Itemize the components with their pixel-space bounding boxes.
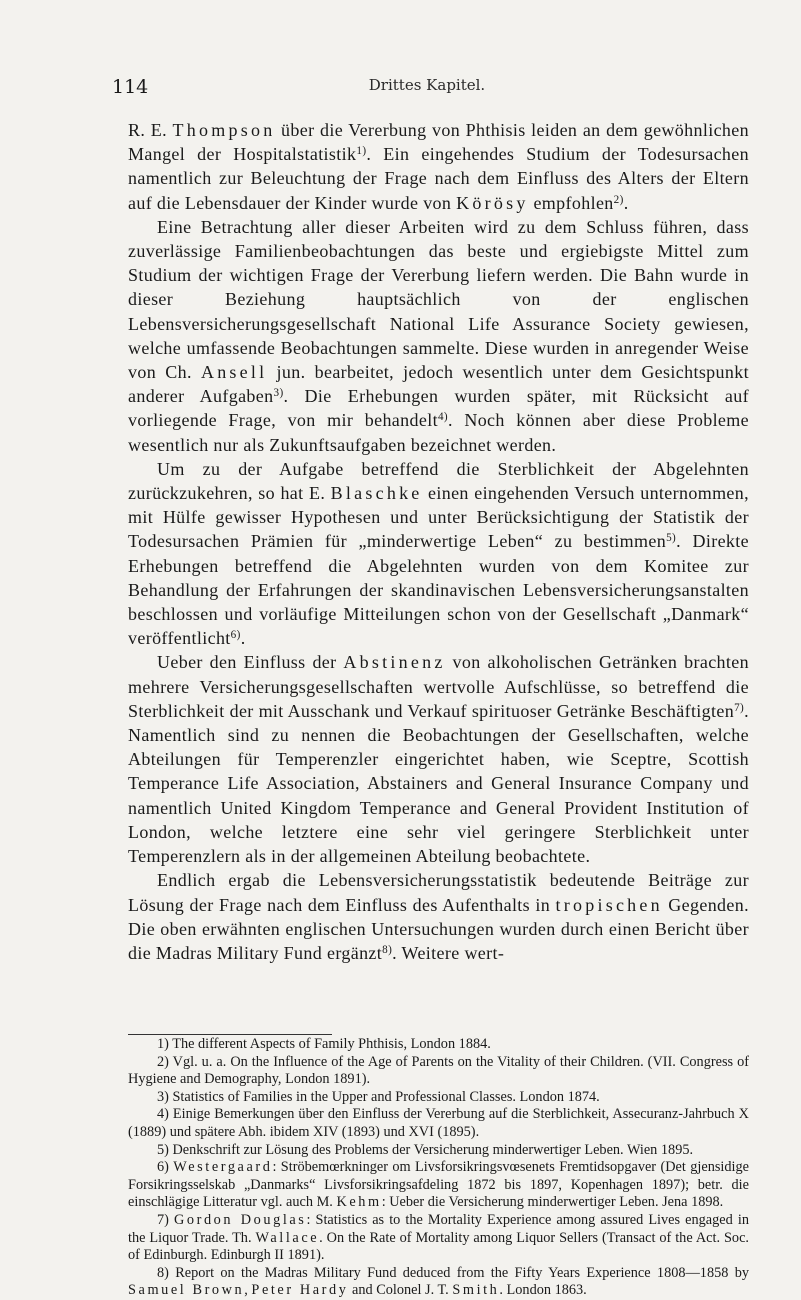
emphasized-name: Körösy bbox=[456, 192, 529, 213]
footnotes bbox=[128, 1036, 749, 1300]
emphasized-name: Westergaard bbox=[173, 1159, 273, 1176]
footnote-divider bbox=[128, 1034, 332, 1035]
text-run: : Ströbemœrkninger om Livsforsikringsvœsenets Fremtidsopgaver (Det gjensidige Forsikringsselskab „Danmarks“ Livsforsikringsafdeling 1872 bis 1897, Kopenhagen 1897); betr. die einschlägige Litteratur vgl. auch M. bbox=[128, 1159, 749, 1211]
footnote-reference: 2) bbox=[613, 193, 624, 206]
emphasized-name: Wallace bbox=[255, 1229, 320, 1246]
emphasized-name: Thompson bbox=[172, 120, 276, 140]
paragraph bbox=[128, 215, 749, 457]
footnote-reference: 1) bbox=[356, 145, 367, 158]
main-text bbox=[128, 118, 749, 965]
footnote-reference: 6) bbox=[230, 629, 241, 642]
text-run: einen eingehenden Versuch unternommen, mit Hülfe gewisser Hypothesen und unter Berücksichtigung der Statistik der Todesursachen Prämien für „minderwertige Leben“ zu bestimmen bbox=[128, 483, 749, 552]
text-run: , bbox=[244, 1282, 252, 1299]
text-run: 3) Statistics of Families in the Upper and Professional Classes. London 1874. bbox=[157, 1088, 600, 1105]
footnote-reference: 5) bbox=[666, 532, 677, 545]
text-run: Endlich ergab die Lebensversicherungsstatistik bedeutende Beiträge zur Lösung der Frage nach dem Einfluss des Aufenthalts in bbox=[128, 870, 749, 915]
text-run: . Die Erhebungen wurden später, mit Rücksicht auf vorliegende Frage, von mir behandelt bbox=[128, 386, 749, 431]
text-run: : Statistics as to the Mortality Experience among assured Lives engaged in the Liquor Trade. Th. bbox=[128, 1211, 749, 1246]
footnote bbox=[128, 1036, 749, 1054]
text-run: empfohlen bbox=[528, 192, 614, 213]
emphasized-name: Peter Hardy bbox=[251, 1282, 349, 1299]
text-run: 7) bbox=[157, 1211, 174, 1228]
text-run: Eine Betrachtung aller dieser Arbeiten wird zu dem Schluss führen, dass zuverlässige Familienbeobachtungen das beste und ergiebigste Mittel zum Studium der wichtigen Frage der Vererbung liefern werden. Die Bahn wurde in dieser Beziehung hauptsächlich von der englischen Lebensversicherungsgesellschaft National Life Assurance Society gewiesen, welche umfassende Beobachtungen sammelte. Diese wurden in anregender Weise von Ch. bbox=[128, 216, 749, 383]
paragraph bbox=[128, 868, 749, 965]
text-run: 2) Vgl. u. a. On the Influence of the Age of Parents on the Vitality of their Children. (VII. Congress of Hygiene and Demography, London 1891). bbox=[128, 1053, 749, 1088]
text-run: R. E. bbox=[128, 120, 173, 140]
text-run: jun. bearbeitet, jedoch wesentlich unter dem Gesichtspunkt anderer Aufgaben bbox=[128, 362, 749, 407]
text-run: 1) The different Aspects of Family Phthisis, London 1884. bbox=[157, 1036, 491, 1052]
running-title: Drittes Kapitel. bbox=[368, 76, 486, 94]
footnote bbox=[128, 1106, 749, 1141]
emphasized-name: Ansell bbox=[200, 362, 268, 383]
text-run: von alkoholischen Getränken brachten mehrere Versicherungsgesellschaften wertvolle Aufschlüsse, so betreffend die Sterblichkeit der mit Ausschank und Verkauf spirituoser Getränke Beschäftigten bbox=[128, 652, 749, 721]
page-number: 114 bbox=[112, 76, 149, 98]
emphasized-name: Blaschke bbox=[330, 483, 423, 504]
emphasized-name: Smith bbox=[452, 1282, 500, 1299]
footnote-reference: 7) bbox=[734, 701, 745, 714]
text-run: . On the Rate of Mortality among Liquor Sellers (Transact of the Act. Soc. of Edinburgh. Edinburgh II 1891). bbox=[128, 1229, 749, 1264]
text-run: : Ueber die Versicherung minderwertiger Leben. Jena 1898. bbox=[381, 1194, 724, 1211]
emphasized-name: Gordon Douglas bbox=[174, 1211, 307, 1228]
text-run: . bbox=[240, 628, 246, 649]
text-run: Um zu der Aufgabe betreffend die Sterblichkeit der Abgelehnten zurückzukehren, so hat E. bbox=[128, 458, 749, 504]
paragraph bbox=[128, 457, 749, 651]
emphasized-name: Abstinenz bbox=[343, 652, 446, 673]
footnote bbox=[128, 1054, 749, 1089]
footnote bbox=[128, 1212, 749, 1265]
paragraph bbox=[128, 118, 749, 215]
text-run: . Direkte Erhebungen betreffend die Abgelehnten wurden von dem Komitee zur Behandlung der Erfahrungen der skandinavischen Lebensversicherungsanstalten beschlossen und vorläufige Mitteilungen schon von der Gesellschaft „Danmark“ veröffentlicht bbox=[128, 531, 749, 649]
text-run: . London 1863. bbox=[499, 1282, 587, 1299]
emphasized-name: Kehm bbox=[336, 1194, 382, 1211]
page-header bbox=[112, 76, 742, 98]
text-run: 5) Denkschrift zur Lösung des Problems der Versicherung minderwertiger Leben. Wien 1895. bbox=[157, 1141, 694, 1158]
text-run: . Ein eingehendes Studium der Todesursachen namentlich zur Beleuchtung der Frage nach dem Einfluss des Alters der Eltern auf die Lebensdauer der Kinder wurde von bbox=[128, 144, 749, 213]
text-run: . Noch können aber diese Probleme wesentlich nur als Zukunftsaufgaben bezeichnet werden. bbox=[128, 410, 749, 455]
text-run: and Colonel J. T. bbox=[348, 1282, 453, 1299]
text-run: Ueber den Einfluss der bbox=[157, 652, 344, 673]
text-run: über die Vererbung von Phthisis leiden an dem gewöhnlichen Mangel der Hospitalstatistik bbox=[128, 120, 749, 165]
text-run: 6) bbox=[157, 1159, 174, 1176]
footnote bbox=[128, 1265, 749, 1300]
footnote bbox=[128, 1142, 749, 1160]
text-run: 4) Einige Bemerkungen über den Einfluss der Vererbung auf die Sterblichkeit, Assecuranz-Jahrbuch X (1889) und spätere Abh. ibidem XIV (1893) und XVI (1895). bbox=[128, 1106, 749, 1140]
text-run: . Weitere wert- bbox=[392, 942, 505, 963]
text-run: Gegenden. Die oben erwähnten englischen Untersuchungen wurden durch einen Bericht über die Madras Military Fund ergänzt bbox=[128, 894, 749, 963]
footnote-reference: 3) bbox=[273, 387, 284, 400]
paragraph bbox=[128, 650, 749, 868]
emphasized-name: tropischen bbox=[555, 894, 663, 915]
footnote-reference: 4) bbox=[437, 411, 448, 424]
footnote bbox=[128, 1159, 749, 1212]
emphasized-name: Samuel Brown bbox=[128, 1282, 245, 1299]
text-run: 8) Report on the Madras Military Fund deduced from the Fifty Years Experience 1808—1858 by bbox=[157, 1264, 749, 1281]
text-run: . Namentlich sind zu nennen die Beobachtungen der Gesellschaften, welche Abteilungen für Temperenzler eingerichtet haben, wie Sceptre, Scottish Temperance Life Association, Abstainers and General Insurance Company und namentlich United Kingdom Temperance and General Provident Institution of London, welche letztere eine sehr viel geringere Sterblichkeit unter Temperenzlern als in der allgemeinen Abteilung beobachtete. bbox=[128, 700, 749, 867]
footnote bbox=[128, 1089, 749, 1107]
text-run: . bbox=[623, 192, 629, 213]
footnote-reference: 8) bbox=[382, 943, 393, 956]
